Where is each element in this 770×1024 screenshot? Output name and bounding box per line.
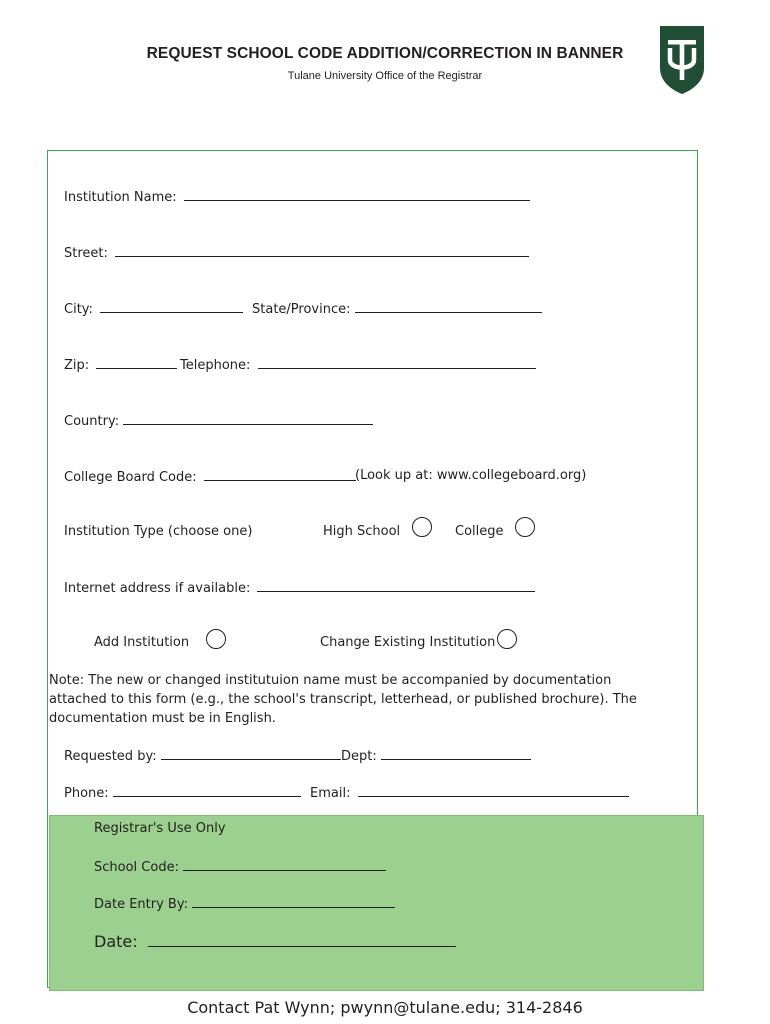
date-entry-label: Date Entry By: bbox=[94, 897, 188, 912]
zip-field[interactable] bbox=[96, 356, 177, 369]
city-row bbox=[64, 300, 243, 318]
internet-field[interactable] bbox=[257, 579, 535, 592]
internet-label: Internet address if available: bbox=[64, 581, 251, 596]
institution-type-label: Institution Type (choose one) bbox=[64, 524, 253, 539]
college-board-field[interactable] bbox=[204, 468, 356, 481]
phone-label: Phone: bbox=[64, 786, 109, 801]
date-entry-field[interactable] bbox=[192, 895, 395, 908]
college-radio[interactable] bbox=[515, 517, 535, 537]
college-board-lookup: (Look up at: www.collegeboard.org) bbox=[355, 468, 587, 483]
date-field[interactable] bbox=[148, 932, 456, 947]
high-school-radio[interactable] bbox=[412, 517, 432, 537]
phone-field[interactable] bbox=[113, 784, 301, 797]
college-label: College bbox=[455, 524, 504, 539]
street-field[interactable] bbox=[115, 244, 529, 257]
date-entry-row bbox=[94, 895, 395, 913]
email-label: Email: bbox=[310, 786, 351, 801]
zip-row bbox=[64, 356, 177, 374]
date-label: Date: bbox=[94, 932, 138, 951]
dept-row bbox=[341, 747, 531, 765]
dept-field[interactable] bbox=[381, 747, 531, 760]
registrar-heading: Registrar's Use Only bbox=[94, 821, 226, 836]
add-institution-label: Add Institution bbox=[94, 635, 190, 650]
add-institution-radio[interactable] bbox=[206, 629, 226, 649]
school-code-field[interactable] bbox=[183, 858, 386, 871]
form-title: REQUEST SCHOOL CODE ADDITION/CORRECTION IN BANNER bbox=[146, 45, 624, 62]
institution-name-label: Institution Name: bbox=[64, 190, 177, 205]
country-label: Country: bbox=[64, 414, 120, 429]
school-code-label: School Code: bbox=[94, 860, 179, 875]
internet-row bbox=[64, 579, 535, 597]
dept-label: Dept: bbox=[341, 749, 377, 764]
high-school-label: High School bbox=[323, 524, 401, 539]
documentation-note: Note: The new or changed institutuion name must be accompanied by documentation attached to this form (e.g., the school's transcript, letterhead, or published brochure). The documentation must be in English. bbox=[49, 673, 637, 726]
institution-name-field[interactable] bbox=[184, 188, 530, 201]
street-row bbox=[64, 244, 529, 262]
state-field[interactable] bbox=[355, 300, 542, 313]
tulane-shield-logo-icon bbox=[658, 24, 706, 96]
change-institution-label: Change Existing Institution bbox=[320, 635, 496, 650]
form-subtitle: Tulane University Office of the Registrar bbox=[287, 70, 483, 82]
contact-info: Contact Pat Wynn; pwynn@tulane.edu; 314-2846 bbox=[187, 998, 583, 1017]
country-row bbox=[64, 412, 373, 430]
email-field[interactable] bbox=[358, 784, 629, 797]
school-code-row bbox=[94, 858, 386, 876]
telephone-label: Telephone: bbox=[180, 358, 251, 373]
state-label: State/Province: bbox=[252, 302, 351, 317]
state-row bbox=[252, 300, 542, 318]
telephone-field[interactable] bbox=[258, 356, 536, 369]
zip-label: Zip: bbox=[64, 358, 90, 373]
city-field[interactable] bbox=[100, 300, 243, 313]
college-board-label: College Board Code: bbox=[64, 470, 197, 485]
phone-row bbox=[64, 784, 301, 802]
date-row bbox=[94, 932, 456, 951]
country-field[interactable] bbox=[123, 412, 373, 425]
change-institution-radio[interactable] bbox=[497, 629, 517, 649]
city-label: City: bbox=[64, 302, 93, 317]
requested-by-row bbox=[64, 747, 341, 765]
requested-by-field[interactable] bbox=[161, 747, 341, 760]
college-board-row bbox=[64, 468, 356, 486]
requested-by-label: Requested by: bbox=[64, 749, 157, 764]
institution-name-row bbox=[64, 188, 530, 206]
telephone-row bbox=[180, 356, 536, 374]
email-row bbox=[310, 784, 629, 802]
street-label: Street: bbox=[64, 246, 108, 261]
